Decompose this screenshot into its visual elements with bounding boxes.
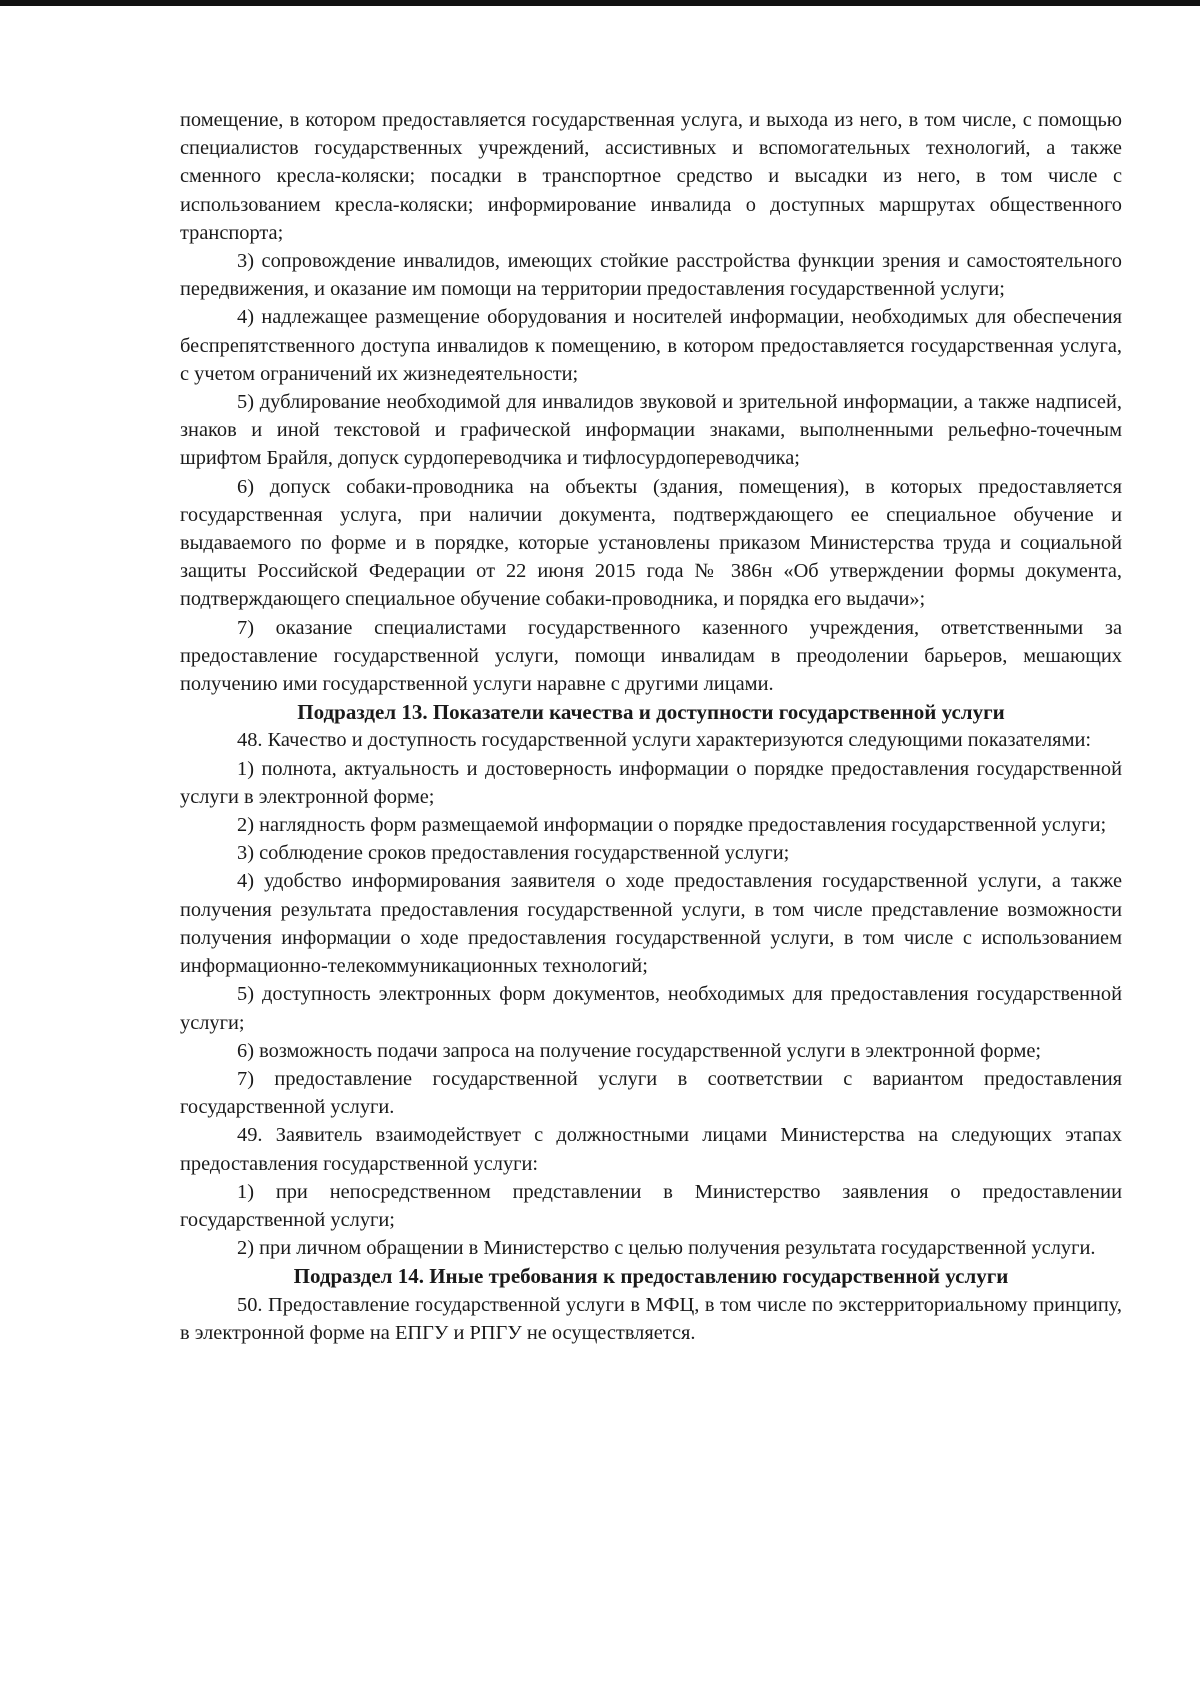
document-page (180, 106, 1122, 1347)
paragraph-48-item-6: 6) возможность подачи запроса на получение государственной услуги в электронной форме; (237, 1039, 1042, 1062)
subsection-13-heading: Подраздел 13. Показатели качества и доступности государственной услуги (297, 700, 1005, 725)
page-top-border (0, 0, 1200, 6)
paragraph-48-item-3: 3) соблюдение сроков предоставления государственной услуги; (237, 842, 790, 865)
paragraph-item-4: 4) надлежащее размещение оборудования и носителей информации, необходимых для обеспечения беспрепятственного доступа инвалидов к помещению, в котором предоставляется государственная услуга, с учетом ограничений их жизнедеятельности; (180, 306, 1122, 385)
paragraph-item-5: 5) дублирование необходимой для инвалидов звуковой и зрительной информации, а также надписей, знаков и иной текстовой и графической информации знаками, выполненными рельефно-точечным шрифтом Брайля, допуск сурдопереводчика и тифлосурдопереводчика; (180, 391, 1122, 470)
paragraph-48-item-2: 2) наглядность форм размещаемой информации о порядке предоставления государственной услуги; (237, 814, 1107, 837)
paragraph-48-item-7: 7) предоставление государственной услуги в соответствии с вариантом предоставления государственной услуги. (180, 1067, 1122, 1119)
paragraph-item-3: 3) сопровождение инвалидов, имеющих стойкие расстройства функции зрения и самостоятельного передвижения, и оказание им помощи на территории предоставления государственной услуги; (180, 250, 1122, 301)
paragraph-48-item-4: 4) удобство информирования заявителя о ходе предоставления государственной услуги, а также получения результата предоставления государственной услуги, в том числе представление возможности получения информации о ходе предоставления государственной услуги, в том числе с использованием информационно-телекоммуникационных технологий; (180, 870, 1122, 978)
subsection-14-heading: Подраздел 14. Иные требования к предоставлению государственной услуги (293, 1264, 1009, 1289)
paragraph-item-6: 6) допуск собаки-проводника на объекты (здания, помещения), в которых предоставляется государственная услуга, при наличии документа, подтверждающего ее специальное обучение и выдаваемого по форме и в порядке, которые установлены приказом Министерства труда и социальной защиты Российской Федерации от 22 июня 2015 года № 386н «Об утверждении формы документа, подтверждающего специальное обучение собаки-проводника, и порядка его выдачи»; (180, 475, 1122, 611)
paragraph-50: 50. Предоставление государственной услуги в МФЦ, в том числе по экстерриториальному принципу, в электронной форме на ЕПГУ и РПГУ не осуществляется. (180, 1293, 1122, 1344)
paragraph-49: 49. Заявитель взаимодействует с должностными лицами Министерства на следующих этапах предоставления государственной услуги: (180, 1124, 1122, 1175)
paragraph-accessibility-continuation: помещение, в котором предоставляется государственная услуга, и выхода из него, в том числе, с помощью специалистов государственных учреждений, ассистивных и вспомогательных технологий, а также сменного кресла-коляски; посадки в транспортное средство и высадки из него, в том числе с использованием кресла-коляски; информирование инвалида о доступных маршрутах общественного транспорта; (180, 109, 1122, 244)
paragraph-48-item-5: 5) доступность электронных форм документов, необходимых для предоставления государственной услуги; (180, 983, 1122, 1034)
paragraph-48-item-1: 1) полнота, актуальность и достоверность информации о порядке предоставления государственной услуги в электронной форме; (180, 757, 1122, 808)
paragraph-49-item-2: 2) при личном обращении в Министерство с целью получения результата государственной услуги. (237, 1237, 1096, 1260)
paragraph-48: 48. Качество и доступность государственной услуги характеризуются следующими показателями: (237, 729, 1092, 752)
paragraph-49-item-1: 1) при непосредственном представлении в Министерство заявления о предоставлении государственной услуги; (180, 1180, 1122, 1231)
paragraph-item-7: 7) оказание специалистами государственного казенного учреждения, ответственными за предоставление государственной услуги, помощи инвалидам в преодолении барьеров, мешающих получению ими государственной услуги наравне с другими лицами. (180, 616, 1122, 696)
